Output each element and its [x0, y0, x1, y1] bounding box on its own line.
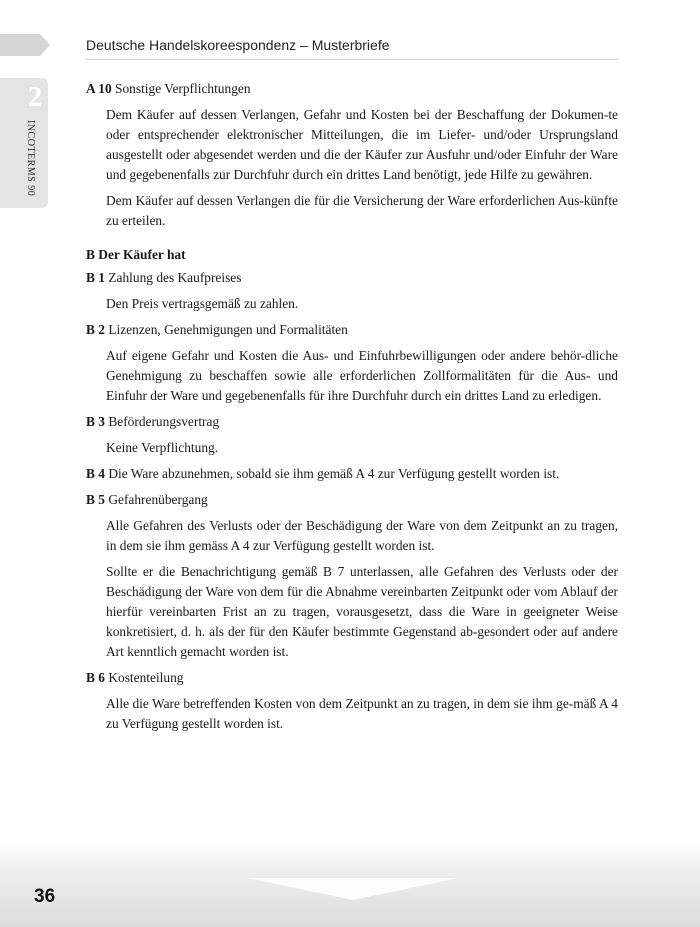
heading-title: Zahlung des Kaufpreises: [108, 270, 242, 285]
heading-code: A 10: [86, 81, 112, 96]
heading-a10: [86, 79, 618, 99]
heading-code: B 5: [86, 492, 105, 507]
heading-b3: [86, 412, 618, 432]
chapter-number: 2: [28, 82, 42, 113]
heading-code: B 3: [86, 414, 105, 429]
heading-title: Gefahrenübergang: [108, 492, 208, 507]
heading-b5: [86, 490, 618, 510]
paragraph: Sollte er die Benachrichtigung gemäß B 7 unterlassen, alle Gefahren des Verlusts oder der Beschädigung der Ware von dem für die Abnahme vereinbarten Zeitpunkt oder vom Ablauf der hierfür vereinbarten Frist an zu tragen, vorausgesetzt, dass die Ware in geeigneter Weise konkretisiert, d. h. als der für den Käufer bestimmte Gegenstand ab-gesondert oder auf andere Art kenntlich gemacht worden ist.: [106, 564, 618, 659]
heading-title: Kostenteilung: [108, 670, 184, 685]
heading-b4: [86, 464, 618, 484]
heading-b2: [86, 320, 618, 340]
heading-code: B 6: [86, 670, 105, 685]
heading-title: Beförderungsvertrag: [108, 414, 220, 429]
heading-title: Lizenzen, Genehmigungen und Formalitäten: [108, 322, 348, 337]
paragraph: Keine Verpflichtung.: [106, 440, 219, 455]
heading-title: Sonstige Verpflichtungen: [115, 81, 251, 96]
heading-code: B 2: [86, 322, 105, 337]
paragraph: Alle die Ware betreffenden Kosten von dem Zeitpunkt an zu tragen, in dem sie ihm ge-mäß A 4 zu Verfügung gestellt worden ist.: [106, 696, 618, 731]
paragraph: Dem Käufer auf dessen Verlangen die für die Versicherung der Ware erforderlichen Aus-künfte zu erteilen.: [106, 193, 618, 228]
heading-code: B 4: [86, 466, 105, 481]
header-tab-marker: [0, 34, 50, 56]
section-title-b: B Der Käufer hat: [86, 247, 186, 262]
heading-b6: [86, 668, 618, 688]
page-body: [86, 79, 618, 740]
paragraph: Dem Käufer auf dessen Verlangen, Gefahr und Kosten bei der Beschaffung der Dokumen-te oder entsprechender elektronischer Mitteilungen, die im Liefer- und/oder Ursprungsland ausgestellt oder abgesendet werden und die der Käufer zur Ausfuhr und/oder Einfuhr der Ware und gegebenenfalls zur Durchfuhr durch ein drittes Land benötigt, jede Hilfe zu gewähren.: [106, 107, 618, 182]
heading-code: B 1: [86, 270, 105, 285]
heading-b1: [86, 268, 618, 288]
heading-title: Die Ware abzunehmen, sobald sie ihm gemäß A 4 zur Verfügung gestellt worden ist.: [108, 466, 560, 481]
page-number: 36: [34, 886, 56, 907]
paragraph: Auf eigene Gefahr und Kosten die Aus- und Einfuhrbewilligungen oder andere behör-dliche Genehmigung zu beschaffen sowie alle erforderlichen Zollformalitäten für die Aus- und Einfuhr der Ware und gegebenenfalls für ihre Durchfuhr durch ein drittes Land zu erledigen.: [106, 348, 618, 403]
paragraph: Den Preis vertragsgemäß zu zahlen.: [106, 296, 299, 311]
paragraph: Alle Gefahren des Verlusts oder der Beschädigung der Ware von dem Zeitpunkt an zu tragen, in dem sie ihm gemäss A 4 zur Verfügung gestellt worden ist.: [106, 518, 618, 553]
header-divider: [86, 59, 618, 60]
chapter-label: INCOTERMS 90: [25, 120, 36, 197]
running-header-title: Deutsche Handelskoreespondenz – Musterbriefe: [86, 37, 390, 53]
chapter-side-tab: [0, 78, 48, 208]
